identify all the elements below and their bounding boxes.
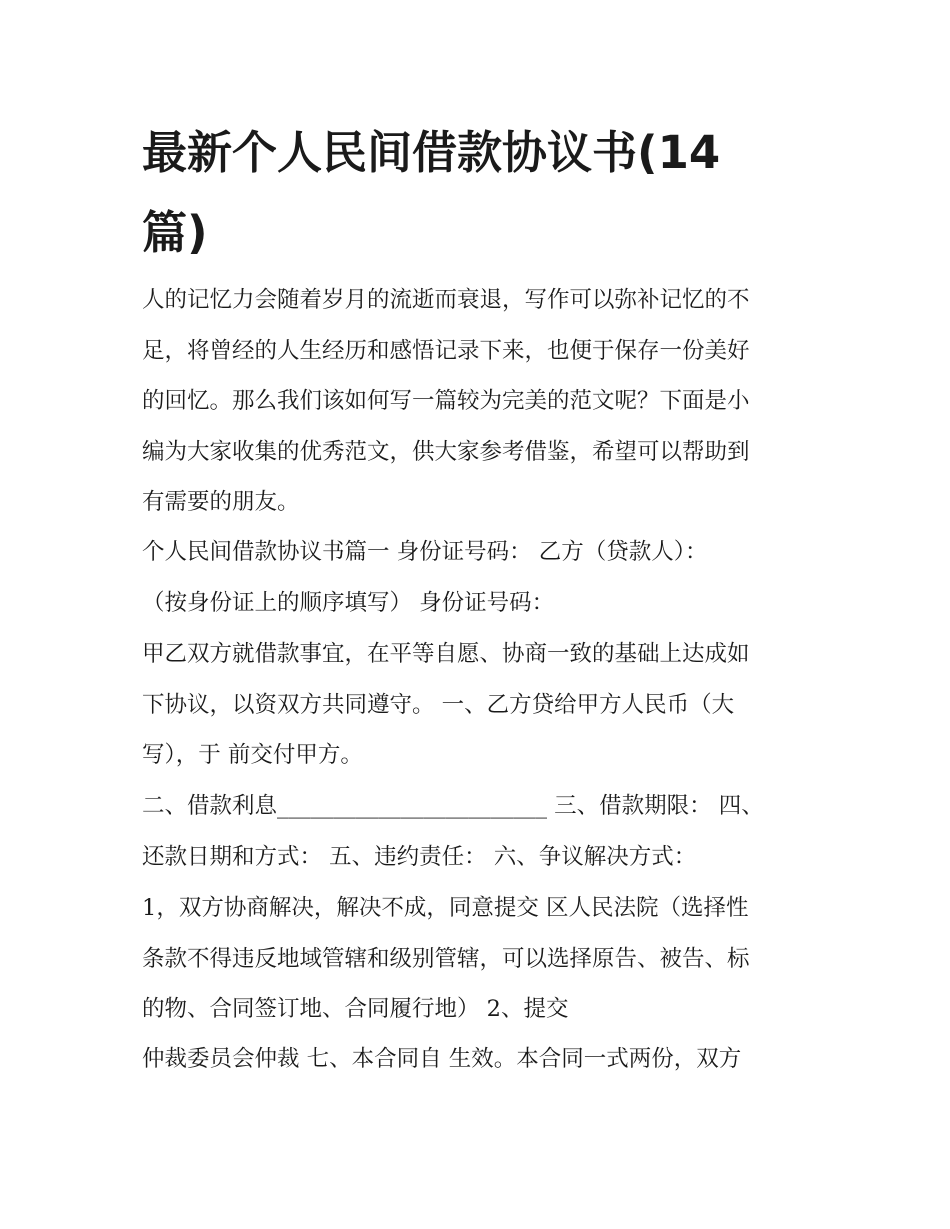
intro-paragraph (142, 275, 822, 528)
text-line: 甲乙双方就借款事宜，在平等自愿、协商一致的基础上达成如 (142, 641, 750, 667)
text-line: 人的记忆力会随着岁月的流逝而衰退，写作可以弥补记忆的不 (142, 287, 750, 313)
text-line: 的物、合同签订地、合同履行地） 2、提交 (142, 996, 569, 1022)
dispute-paragraph (142, 883, 822, 1035)
text-line: （按身份证上的顺序填写） 身份证号码： (142, 589, 555, 616)
text-line: 二、借款利息________________________ 三、借款期限： 四、 (142, 793, 764, 819)
agreement-paragraph (142, 629, 822, 781)
text-line: 编为大家收集的优秀范文，供大家参考借鉴，希望可以帮助到 (142, 438, 750, 465)
text-line: 个人民间借款协议书篇一 身份证号码： 乙方（贷款人）： (142, 539, 708, 565)
text-line: 条款不得违反地域管辖和级别管辖，可以选择原告、被告、标 (142, 945, 750, 972)
clauses-paragraph (142, 781, 822, 882)
parties-paragraph (142, 527, 822, 628)
text-line: 写），于 前交付甲方。 (142, 742, 363, 768)
title-line: 最新个人民间借款协议书(14 (142, 126, 721, 179)
title-line: 篇) (142, 206, 208, 259)
text-line: 还款日期和方式： 五、违约责任： 六、争议解决方式： (142, 843, 697, 870)
arbitration-paragraph (142, 1034, 822, 1085)
text-line: 仲裁委员会仲裁 七、本合同自 生效。本合同一式两份，双方 (142, 1046, 742, 1072)
text-line: 有需要的朋友。 (142, 489, 300, 515)
text-line: 的回忆。那么我们该如何写一篇较为完美的范文呢？下面是小 (142, 388, 750, 414)
text-line: 足，将曾经的人生经历和感悟记录下来，也便于保存一份美好 (142, 337, 750, 364)
text-line: 下协议，以资双方共同遵守。 一、乙方贷给甲方人民币（大 (142, 691, 735, 718)
text-line: 1，双方协商解决，解决不成，同意提交 区人民法院（选择性 (142, 895, 749, 921)
document-title (142, 113, 822, 273)
